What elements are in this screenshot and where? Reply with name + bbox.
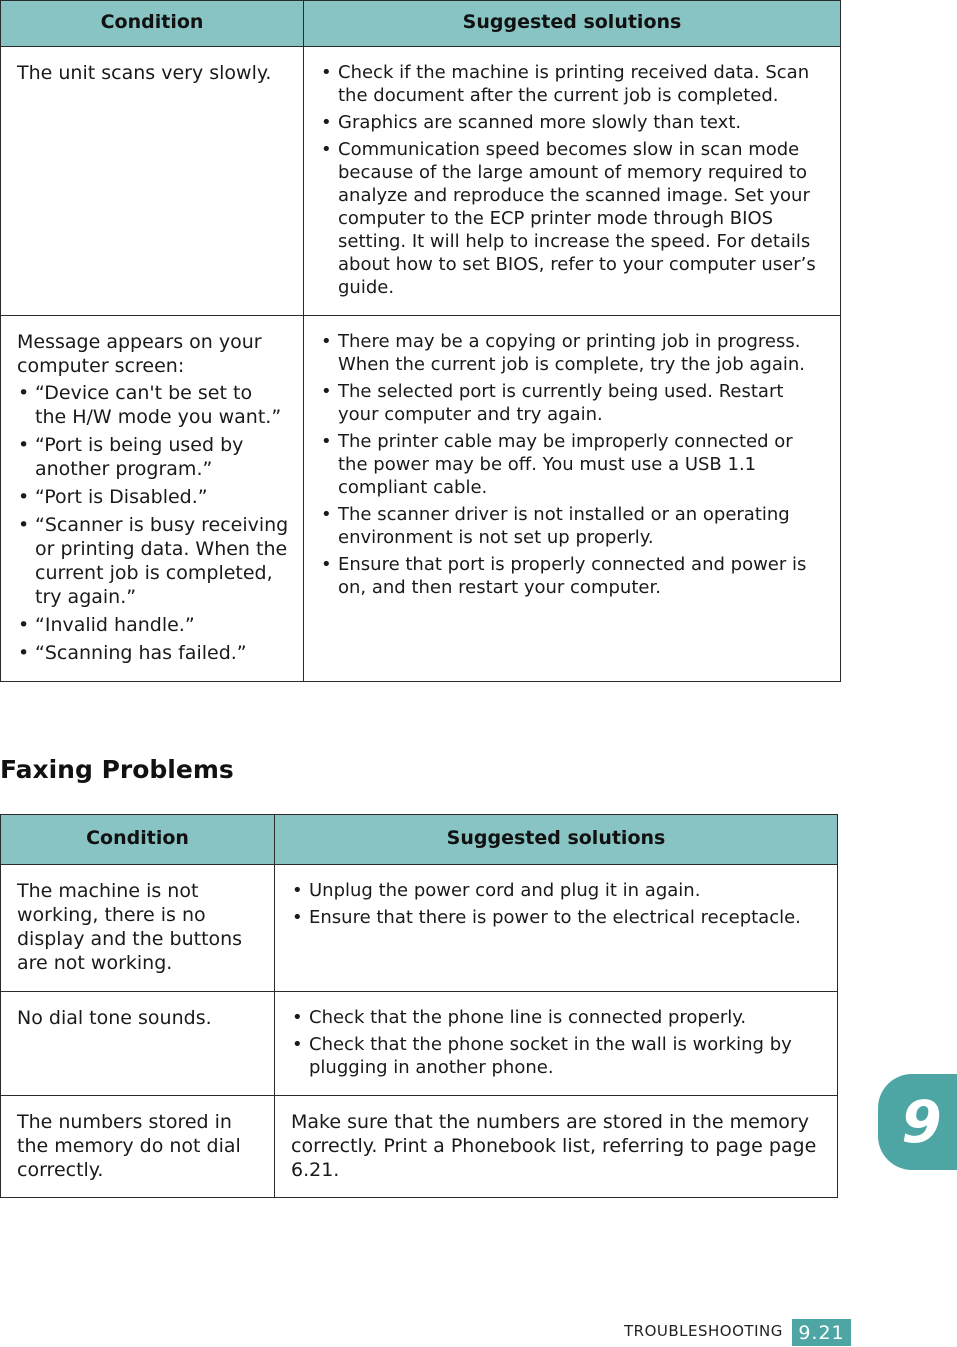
chapter-tab <box>878 1074 957 1170</box>
list-item: • Communication speed becomes slow in scan mode because of the large amount of memory required to analyze and reproduce the scanned image. Set your computer to the ECP printer mode through BIOS setting. It will help to increase the speed. For details about how to set BIOS, refer to your computer user’s guide. <box>320 138 826 299</box>
solutions-cell <box>304 316 841 682</box>
condition-text: The unit scans very slowly. <box>17 62 272 84</box>
list-item: • There may be a copying or printing job in progress. When the current job is complete, try the job again. <box>320 330 826 376</box>
scanning-problems-table <box>0 0 841 682</box>
list-item: • “Port is being used by another program.” <box>17 433 289 481</box>
faxing-problems-table <box>0 814 838 1198</box>
table-row <box>1 316 841 682</box>
chapter-number: 9 <box>901 1088 942 1156</box>
list-item: • The selected port is currently being used. Restart your computer and try again. <box>320 380 826 426</box>
list-item: • Check if the machine is printing received data. Scan the document after the current job is completed. <box>320 61 826 107</box>
solutions-cell <box>275 1096 838 1198</box>
condition-text: No dial tone sounds. <box>17 1007 212 1029</box>
list-item: • Ensure that there is power to the electrical receptacle. <box>291 906 823 929</box>
solutions-list <box>320 330 826 599</box>
list-item: • Ensure that port is properly connected and power is on, and then restart your computer. <box>320 553 826 599</box>
page-number: 9.21 <box>792 1319 851 1346</box>
list-item: • “Scanning has failed.” <box>17 641 289 665</box>
condition-cell <box>1 47 304 316</box>
footer-section-label: TROUBLESHOOTING <box>624 1322 783 1340</box>
condition-header: Condition <box>1 815 275 865</box>
list-item: • Check that the phone socket in the wall is working by plugging in another phone. <box>291 1033 823 1079</box>
list-item: • The scanner driver is not installed or an operating environment is not set up properly. <box>320 503 826 549</box>
solutions-cell <box>275 992 838 1096</box>
section-heading: Faxing Problems <box>0 755 234 784</box>
table-header-row <box>1 1 841 47</box>
condition-cell <box>1 316 304 682</box>
table-row <box>1 1096 838 1198</box>
condition-cell <box>1 1096 275 1198</box>
condition-header: Condition <box>1 1 304 47</box>
solutions-header: Suggested solutions <box>304 1 841 47</box>
list-item: • Graphics are scanned more slowly than text. <box>320 111 826 134</box>
table-row <box>1 865 838 992</box>
list-item: • “Scanner is busy receiving or printing data. When the current job is completed, try again.” <box>17 513 289 609</box>
table-row <box>1 992 838 1096</box>
condition-lead: Message appears on your computer screen: <box>17 331 262 377</box>
solution-text: Make sure that the numbers are stored in the memory correctly. Print a Phonebook list, referring to page page 6.21. <box>291 1111 817 1181</box>
list-item: • “Invalid handle.” <box>17 613 289 637</box>
solutions-cell <box>275 865 838 992</box>
condition-cell <box>1 992 275 1096</box>
condition-messages-list <box>17 381 289 665</box>
solutions-list <box>291 1006 823 1079</box>
table-header-row <box>1 815 838 865</box>
solutions-list <box>291 879 823 929</box>
condition-text: The machine is not working, there is no display and the buttons are not working. <box>17 880 243 974</box>
solutions-list <box>320 61 826 299</box>
list-item: • The printer cable may be improperly connected or the power may be off. You must use a USB 1.1 compliant cable. <box>320 430 826 499</box>
condition-text: The numbers stored in the memory do not dial correctly. <box>17 1111 241 1181</box>
list-item: • “Port is Disabled.” <box>17 485 289 509</box>
condition-cell <box>1 865 275 992</box>
solutions-cell <box>304 47 841 316</box>
solutions-header: Suggested solutions <box>275 815 838 865</box>
list-item: • Unplug the power cord and plug it in again. <box>291 879 823 902</box>
list-item: • “Device can't be set to the H/W mode you want.” <box>17 381 289 429</box>
list-item: • Check that the phone line is connected properly. <box>291 1006 823 1029</box>
table-row <box>1 47 841 316</box>
